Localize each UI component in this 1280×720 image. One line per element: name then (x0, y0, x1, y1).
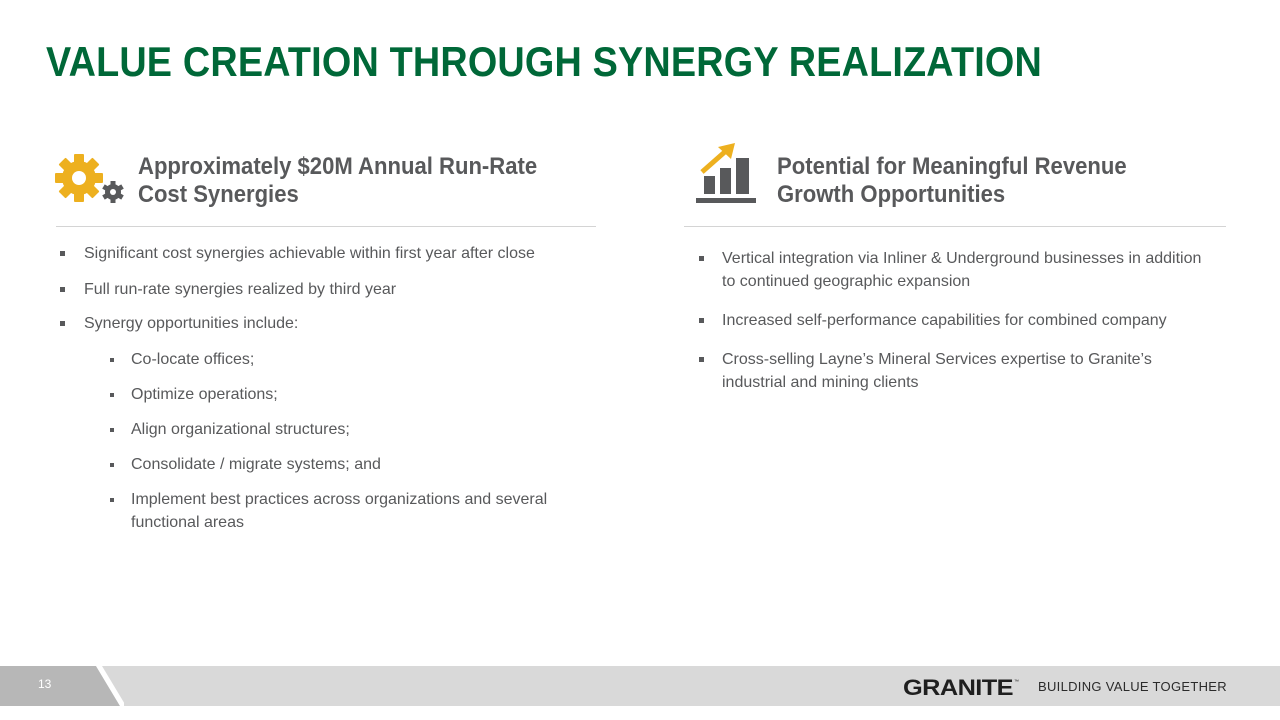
right-column-heading (777, 153, 1127, 209)
bullet-marker-icon (699, 357, 704, 362)
svg-text:™: ™ (1014, 679, 1019, 685)
bullet-marker-icon (60, 251, 65, 256)
list-item: Cross-selling Layne’s Mineral Services expertise to Granite’s industrial and mining clients (699, 348, 1239, 394)
bullet-marker-icon (110, 358, 114, 362)
right-column-divider (684, 226, 1226, 227)
bullet-marker-icon (699, 256, 704, 261)
left-heading-line-1: Approximately $20M Annual Run-Rate (138, 153, 538, 180)
list-item: Increased self-performance capabilities for combined company (699, 309, 1239, 332)
right-heading-line-1: Potential for Meaningful Revenue (777, 153, 1127, 180)
svg-text:GRANITE: GRANITE (903, 676, 1013, 698)
footer-tagline: BUILDING VALUE TOGETHER (1038, 679, 1227, 694)
list-item: Consolidate / migrate systems; and (110, 453, 580, 476)
list-item: Optimize operations; (110, 383, 580, 406)
list-item: Significant cost synergies achievable within first year after close (60, 242, 620, 265)
bullet-marker-icon (60, 321, 65, 326)
list-item: Full run-rate synergies realized by third year (60, 278, 620, 301)
bullet-marker-icon (110, 463, 114, 467)
list-item: Vertical integration via Inliner & Underground businesses in addition to continued geographic expansion (699, 247, 1239, 293)
list-item: Co-locate offices; (110, 348, 580, 371)
page-number: 13 (38, 677, 52, 691)
bullet-marker-icon (110, 428, 114, 432)
left-heading-line-2: Cost Synergies (138, 181, 299, 208)
right-heading-line-2: Growth Opportunities (777, 181, 1006, 208)
left-column-heading (138, 153, 537, 209)
bullet-marker-icon (110, 393, 114, 397)
list-item: Implement best practices across organizations and several functional areas (110, 488, 580, 534)
bullet-marker-icon (60, 287, 65, 292)
gears-icon (52, 152, 126, 206)
list-item: Synergy opportunities include: (60, 312, 620, 335)
left-column-divider (56, 226, 596, 227)
granite-logo (903, 676, 1020, 698)
list-item: Align organizational structures; (110, 418, 580, 441)
bullet-marker-icon (110, 498, 114, 502)
slide-title: VALUE CREATION THROUGH SYNERGY REALIZATION (46, 38, 1042, 85)
page-number-tab (0, 666, 124, 706)
growth-chart-icon (694, 142, 760, 208)
bullet-marker-icon (699, 318, 704, 323)
